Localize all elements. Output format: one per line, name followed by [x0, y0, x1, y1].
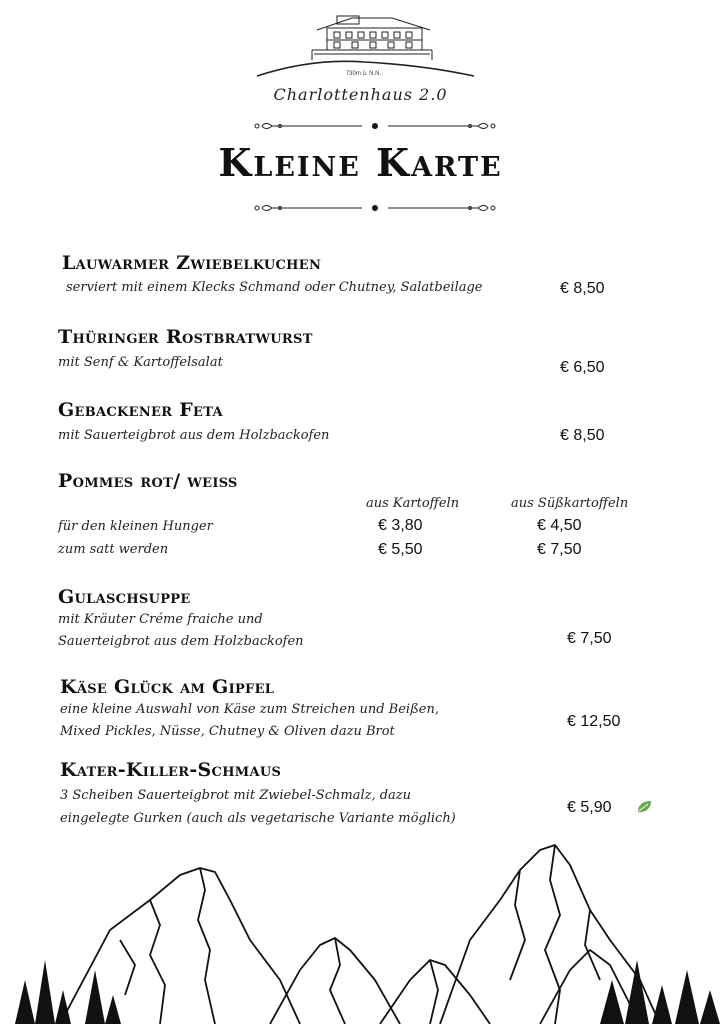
item-name-kaese-glueck: Käse Glück am Gipfel — [60, 676, 275, 698]
ornament-divider-bottom — [250, 202, 500, 214]
item-name-pommes: Pommes rot/ weiß — [58, 470, 238, 492]
pommes-price-satt-suesskartoffeln: € 7,50 — [537, 541, 582, 558]
item-name-feta: Gebackener Feta — [58, 399, 223, 421]
item-desc-gulaschsuppe-line1: mit Kräuter Créme fraiche und — [58, 612, 263, 627]
house-name: Charlottenhaus 2.0 — [273, 85, 448, 104]
item-price-feta: € 8,50 — [560, 427, 605, 444]
mountain-illustration — [0, 830, 721, 1024]
item-price-gulaschsuppe: € 7,50 — [567, 630, 612, 647]
item-price-rostbratwurst: € 6,50 — [560, 359, 605, 376]
item-desc-kaese-glueck-line2: Mixed Pickles, Nüsse, Chutney & Oliven dazu Brot — [60, 724, 395, 739]
item-desc-gulaschsuppe-line2: Sauerteigbrot aus dem Holzbackofen — [58, 634, 304, 649]
pommes-price-klein-suesskartoffeln: € 4,50 — [537, 517, 582, 534]
item-desc-kater-killer-line1: 3 Scheiben Sauerteigbrot mit Zwiebel-Schmalz, dazu — [60, 788, 412, 803]
item-desc-kaese-glueck-line1: eine kleine Auswahl von Käse zum Streichen und Beißen, — [60, 702, 439, 717]
item-name-kater-killer: Kater-Killer-Schmaus — [60, 759, 282, 781]
item-desc-feta: mit Sauerteigbrot aus dem Holzbackofen — [58, 428, 330, 443]
pommes-column-kartoffeln: aus Kartoffeln — [366, 496, 460, 511]
item-price-kaese-glueck: € 12,50 — [567, 713, 621, 730]
item-price-kater-killer: € 5,90 — [567, 799, 612, 816]
pommes-column-suesskartoffeln: aus Süßkartoffeln — [511, 496, 629, 511]
item-desc-zwiebelkuchen: serviert mit einem Klecks Schmand oder Chutney, Salatbeilage — [66, 280, 483, 295]
item-desc-rostbratwurst: mit Senf & Kartoffelsalat — [58, 355, 223, 370]
item-name-gulaschsuppe: Gulaschsuppe — [58, 586, 191, 608]
pommes-price-satt-kartoffeln: € 5,50 — [378, 541, 423, 558]
menu-title: Kleine Karte — [218, 140, 503, 185]
pommes-row-label-klein: für den kleinen Hunger — [58, 519, 213, 534]
item-price-zwiebelkuchen: € 8,50 — [560, 280, 605, 297]
item-name-zwiebelkuchen: Lauwarmer Zwiebelkuchen — [62, 252, 322, 274]
ornament-divider-top — [250, 120, 500, 132]
item-name-rostbratwurst: Thüringer Rostbratwurst — [58, 326, 313, 348]
altitude-label: 730m ü. N.N. — [345, 71, 382, 77]
item-desc-kater-killer-line2: eingelegte Gurken (auch als vegetarische Variante möglich) — [60, 811, 456, 826]
pommes-price-klein-kartoffeln: € 3,80 — [378, 517, 423, 534]
leaf-icon — [636, 800, 652, 814]
pommes-row-label-satt: zum satt werden — [58, 542, 169, 557]
